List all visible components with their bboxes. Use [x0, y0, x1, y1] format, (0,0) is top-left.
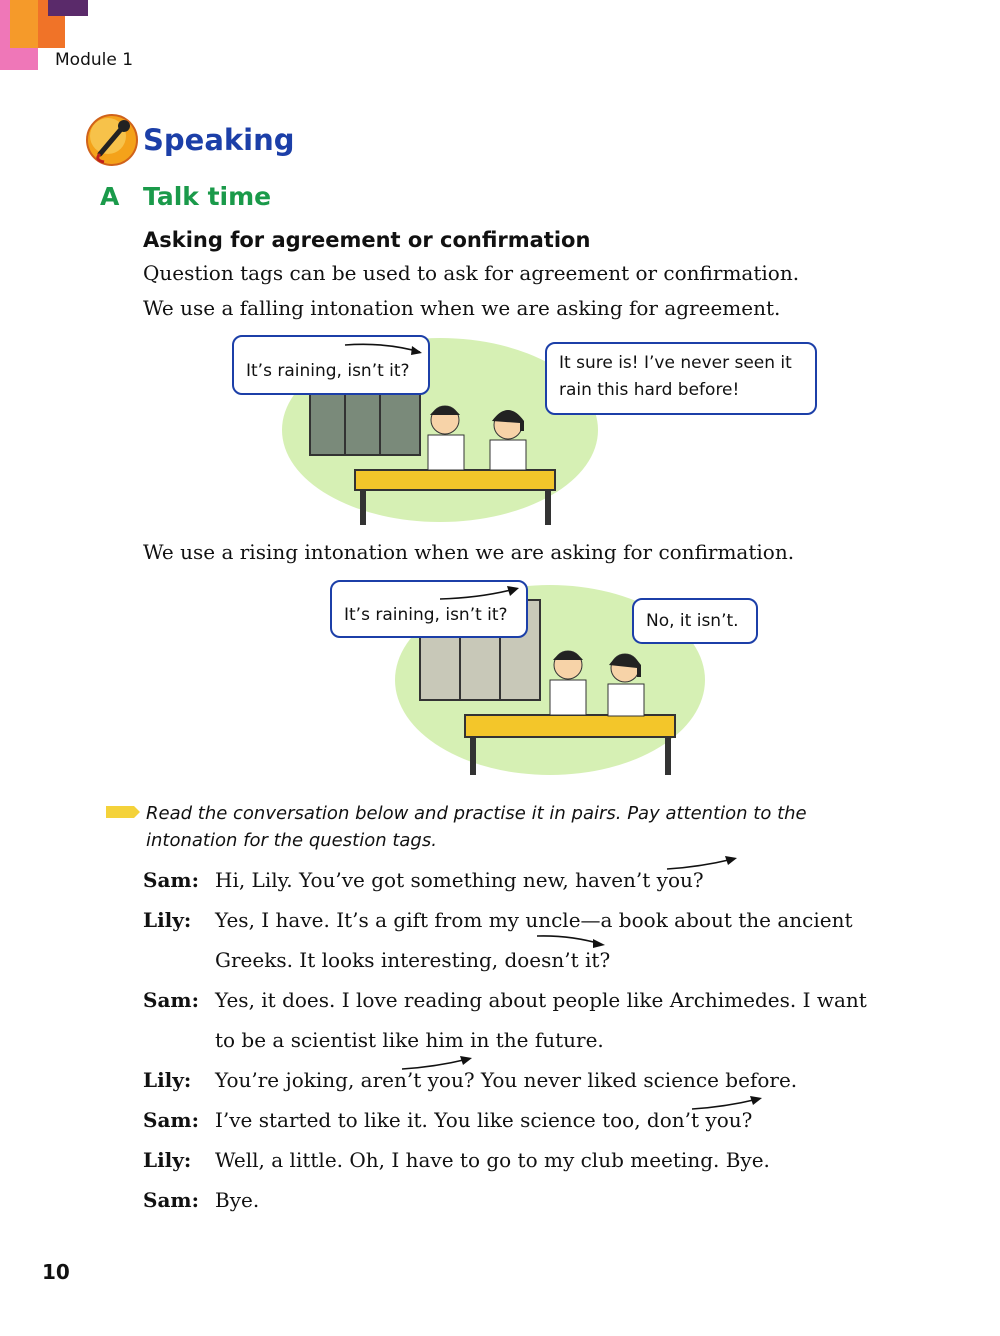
- dialogue-line: Hi, Lily. You’ve got something new, haven’t you?: [215, 868, 704, 892]
- subheading: Asking for agreement or confirmation: [143, 228, 591, 252]
- rising-intonation-arrow: [400, 1055, 475, 1073]
- speaker-label: Lily:: [143, 1148, 192, 1172]
- falling-intonation-arrow: [535, 932, 610, 950]
- dialogue-line-continued: Greeks. It looks interesting, doesn’t it?: [215, 948, 611, 972]
- microphone-icon: [86, 114, 138, 166]
- page-number: 10: [42, 1260, 70, 1284]
- speech-bubble-question-falling: It’s raining, isn’t it?: [232, 335, 430, 395]
- speaker-label: Sam:: [143, 1188, 199, 1212]
- dialogue-line: Bye.: [215, 1188, 260, 1212]
- highlighter-marker-icon: [104, 804, 142, 820]
- section-title: Speaking: [143, 123, 295, 157]
- falling-intonation-arrow: [340, 340, 430, 360]
- instruction-text: Read the conversation below and practise it in pairs. Pay attention to the intonation for the question tags.: [146, 803, 807, 851]
- dialogue-line: Yes, it does. I love reading about people like Archimedes. I want: [215, 988, 867, 1012]
- speech-bubble-answer-agree: [545, 342, 817, 415]
- speaker-label: Lily:: [143, 908, 192, 932]
- dialogue-line-continued: to be a scientist like him in the future.: [215, 1028, 604, 1052]
- speaker-label: Sam:: [143, 868, 199, 892]
- module-label: Module 1: [55, 50, 134, 70]
- dialogue-line: Well, a little. Oh, I have to go to my club meeting. Bye.: [215, 1148, 770, 1172]
- rising-intonation-arrow: [665, 855, 740, 873]
- speech-bubble-answer-no: No, it isn’t.: [632, 598, 758, 644]
- dialogue-line: Yes, I have. It’s a gift from my uncle—a book about the ancient: [215, 908, 853, 932]
- speech-bubble-question-rising: It’s raining, isn’t it?: [330, 580, 528, 638]
- dialogue-line: I’ve started to like it. You like science too, don’t you?: [215, 1108, 753, 1132]
- intro-paragraph-3: We use a rising intonation when we are asking for confirmation.: [143, 540, 795, 564]
- speaker-label: Sam:: [143, 988, 199, 1012]
- dialogue-line: You’re joking, aren’t you? You never liked science before.: [215, 1068, 798, 1092]
- speaker-label: Lily:: [143, 1068, 192, 1092]
- intro-paragraph-2: We use a falling intonation when we are asking for agreement.: [143, 296, 781, 320]
- rising-intonation-arrow: [690, 1095, 765, 1113]
- bubble-line-2: rain this hard before!: [559, 380, 740, 400]
- part-title: Talk time: [143, 182, 272, 211]
- speaker-label: Sam:: [143, 1108, 199, 1132]
- rising-intonation-arrow: [435, 584, 525, 604]
- bubble-line-1: It sure is! I’ve never seen it: [559, 353, 792, 373]
- intro-paragraph-1: Question tags can be used to ask for agreement or confirmation.: [143, 261, 800, 285]
- part-letter: A: [100, 182, 120, 211]
